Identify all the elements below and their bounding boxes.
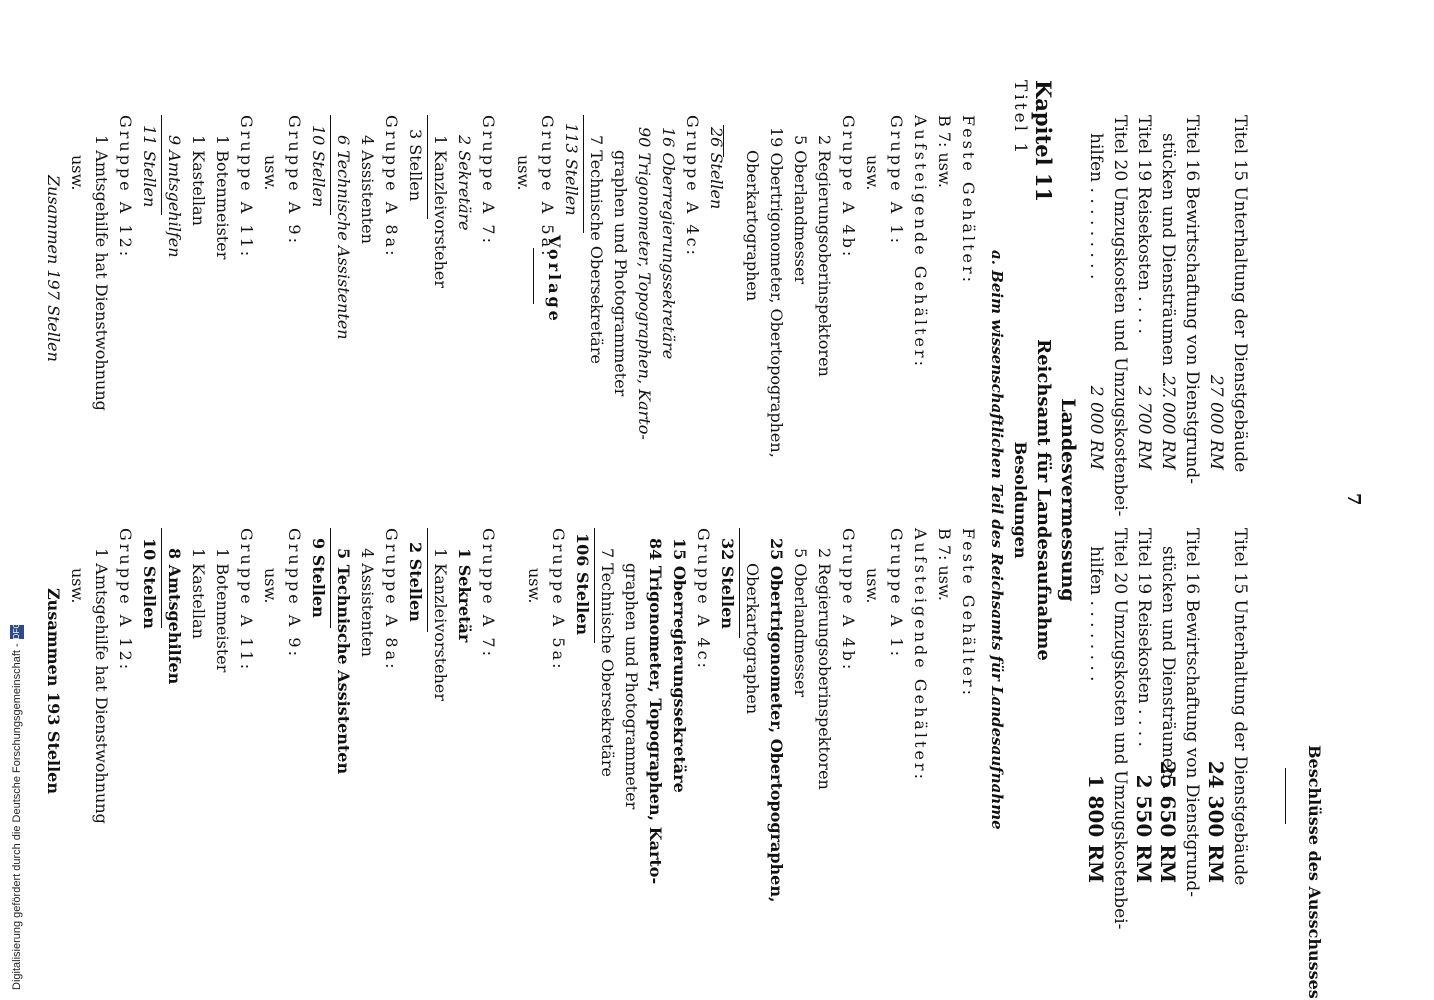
left-a4c-1: 16 Oberregierungssekretäre <box>659 127 678 360</box>
left-t16-amount: 27 000 RM <box>1158 374 1178 470</box>
right-total: Zusammen 193 Stellen <box>44 588 63 794</box>
right-header: Beschlüsse des Ausschusses <box>1305 745 1324 999</box>
right-a8a-2: 5 Technische Assistenten <box>334 548 353 775</box>
heading-besoldungen: Besoldungen <box>1011 441 1030 559</box>
right-b7: B 7: usw. <box>935 528 954 601</box>
left-a4b-2: 5 Oberlandmesser <box>791 135 810 285</box>
right-a4b-4: Oberkartographen <box>743 563 762 715</box>
left-ga5a: Gruppe A 5a: <box>538 115 557 259</box>
right-a8a-1: 4 Assistenten <box>358 548 377 657</box>
left-a4c-4: 7 Technische Obersekretäre <box>587 135 606 364</box>
right-t15: Titel 15 Unterhaltung der Dienstgebäude <box>1230 528 1250 886</box>
left-ga1-usw: usw. <box>863 155 882 191</box>
right-ga1: Gruppe A 1: <box>887 528 906 659</box>
left-t20a: Titel 20 Umzugskosten und Umzugskostenbei- <box>1110 115 1130 517</box>
left-a7-sum: 3 Stellen <box>403 115 428 219</box>
right-a4b-sum: 32 Stellen <box>715 528 740 638</box>
left-ga11: Gruppe A 11: <box>237 115 256 260</box>
left-ga5a-usw: usw. <box>514 155 533 191</box>
left-ga8a: Gruppe A 8a: <box>382 115 401 259</box>
right-t19: Titel 19 Reisekosten . . . . <box>1134 528 1154 747</box>
right-a11-sum: 10 Stellen <box>137 528 162 628</box>
right-a11-1: 1 Botenmeister <box>213 548 232 673</box>
left-a4b-3: 19 Obertrigonometer, Obertopographen, <box>767 127 786 458</box>
right-a4c-3: graphen und Photogrammeter <box>622 563 641 810</box>
right-a7-2: 1 Kanzleivorsteher <box>431 548 450 702</box>
left-header: Vorlage <box>545 235 564 324</box>
left-ga4b: Gruppe A 4b: <box>839 115 858 260</box>
left-a11-1: 1 Botenmeister <box>213 135 232 260</box>
right-t20-amount: 1 800 RM <box>1084 774 1108 883</box>
subheading-a: a. Beim wissenschaftlichen Teil des Reichsamts für Landesaufnahme <box>988 250 1006 830</box>
right-ga8a: Gruppe A 8a: <box>382 528 401 672</box>
right-ga7: Gruppe A 7: <box>479 528 498 659</box>
left-a11-3: 9 Amtsgehilfen <box>165 135 184 258</box>
right-ga5a-usw: usw. <box>525 568 544 604</box>
right-lower-groups <box>41 528 500 948</box>
left-t16b: stücken und Diensträumen . . . <box>1158 133 1178 399</box>
titel1-label: Titel 1 <box>1010 80 1030 157</box>
right-ga4c: Gruppe A 4c: <box>694 528 713 671</box>
dfg-logo: DFG <box>10 625 24 639</box>
left-a8a-2: 6 Technische Assistenten <box>334 135 353 340</box>
right-a4c-1: 15 Oberregierungssekretäre <box>670 538 689 793</box>
right-a4b-1: 2 Regierungsoberinspektoren <box>815 548 834 790</box>
right-t16b: stücken und Diensträumen . . <box>1158 546 1178 801</box>
digitization-footer <box>10 622 24 990</box>
left-a8a-sum: 10 Stellen <box>306 115 331 215</box>
left-ga9: Gruppe A 9: <box>285 115 304 246</box>
right-ga9-usw: usw. <box>261 568 280 604</box>
kapitel-label: Kapitel 11 <box>1031 80 1056 203</box>
left-a7-2: 1 Kanzleivorsteher <box>431 135 450 289</box>
right-feste: Feste Gehälter: <box>959 528 978 699</box>
left-lower-groups <box>41 115 500 515</box>
right-ga4b: Gruppe A 4b: <box>839 528 858 673</box>
left-b7: B 7: usw. <box>935 115 954 188</box>
right-a4c-sum: 106 Stellen <box>570 528 595 643</box>
right-a4c-2: 84 Trigonometer, Topographen, Karto- <box>646 538 665 885</box>
left-a4c-3: graphen und Photogrammeter <box>611 150 630 397</box>
left-a4c-2: 90 Trigonometer, Topographen, Karto- <box>635 127 654 440</box>
footer-text: Digitalisierung gefördert durch die Deutsche Forschungsgemeinschaft - <box>10 643 23 990</box>
left-total: Zusammen 197 Stellen <box>44 175 63 362</box>
right-a8a-sum: 9 Stellen <box>306 528 331 628</box>
page-number: 7 <box>1343 493 1364 506</box>
left-t15: Titel 15 Unterhaltung der Dienstgebäude <box>1230 115 1250 473</box>
left-aufsteigende: Aufsteigende Gehälter: <box>911 115 930 369</box>
right-ga9: Gruppe A 9: <box>285 528 304 659</box>
heading-reichsamt: Reichsamt für Landesaufnahme <box>1033 339 1054 661</box>
left-a11-2: 1 Kastellan <box>189 135 208 226</box>
right-t16-amount: 25 650 RM <box>1156 760 1180 883</box>
left-ga12-usw: usw. <box>68 155 87 191</box>
left-ga9-usw: usw. <box>261 155 280 191</box>
right-a4b-2: 5 Oberlandmesser <box>791 548 810 698</box>
left-a4b-1: 2 Regierungsoberinspektoren <box>815 135 834 377</box>
left-t15-amount: 27 000 RM <box>1206 374 1226 470</box>
right-t20b: hilfen . . . . . . . . <box>1086 546 1106 682</box>
left-t19: Titel 19 Reisekosten . . . . <box>1134 115 1154 334</box>
right-a12-1: 1 Amtsgehilfe hat Dienstwohnung <box>92 548 111 824</box>
left-a12-1: 1 Amtsgehilfe hat Dienstwohnung <box>92 135 111 411</box>
right-a11-3: 8 Amtsgehilfen <box>165 548 184 685</box>
right-ga1-usw: usw. <box>863 568 882 604</box>
right-a7-sum: 2 Stellen <box>403 528 428 632</box>
left-ga4c: Gruppe A 4c: <box>683 115 702 258</box>
right-a4c-4: 7 Technische Obersekretäre <box>598 548 617 777</box>
right-ga12: Gruppe A 12: <box>116 528 135 673</box>
left-ga12: Gruppe A 12: <box>116 115 135 260</box>
right-a4b-3: 25 Obertrigonometer, Obertopographen, <box>767 538 786 903</box>
left-a4b-sum: 26 Stellen <box>707 127 726 210</box>
left-a11-sum: 11 Stellen <box>137 115 162 215</box>
right-ga12-usw: usw. <box>68 568 87 604</box>
left-a8a-1: 4 Assistenten <box>358 135 377 244</box>
right-t19-amount: 2 550 RM <box>1132 774 1156 883</box>
left-t19-amount: 2 700 RM <box>1134 385 1154 470</box>
left-ga7: Gruppe A 7: <box>479 115 498 246</box>
right-aufsteigende: Aufsteigende Gehälter: <box>911 528 930 782</box>
left-a7-1: 2 Sekretäre <box>455 135 474 231</box>
left-ga1: Gruppe A 1: <box>887 115 906 246</box>
right-t16a: Titel 16 Bewirtschaftung von Dienstgrund- <box>1182 528 1202 898</box>
right-t20a: Titel 20 Umzugskosten und Umzugskostenbei- <box>1110 528 1130 930</box>
left-t20b: hilfen . . . . . . . . . <box>1086 133 1106 280</box>
right-a7-1: 1 Sekretär <box>455 548 474 643</box>
right-a11-2: 1 Kastellan <box>189 548 208 639</box>
right-t15-amount: 24 300 RM <box>1204 760 1228 883</box>
right-ga5a: Gruppe A 5a: <box>549 528 568 672</box>
left-feste: Feste Gehälter: <box>959 115 978 286</box>
left-a4c-sum: 113 Stellen <box>559 115 584 233</box>
left-a4b-4: Oberkartographen <box>743 150 762 302</box>
left-t20-amount: 2 000 RM <box>1086 385 1106 470</box>
left-t16a: Titel 16 Bewirtschaftung von Dienstgrund- <box>1182 115 1202 485</box>
right-ga11: Gruppe A 11: <box>237 528 256 673</box>
heading-landesvermessung: Landesvermessung <box>1057 398 1079 602</box>
